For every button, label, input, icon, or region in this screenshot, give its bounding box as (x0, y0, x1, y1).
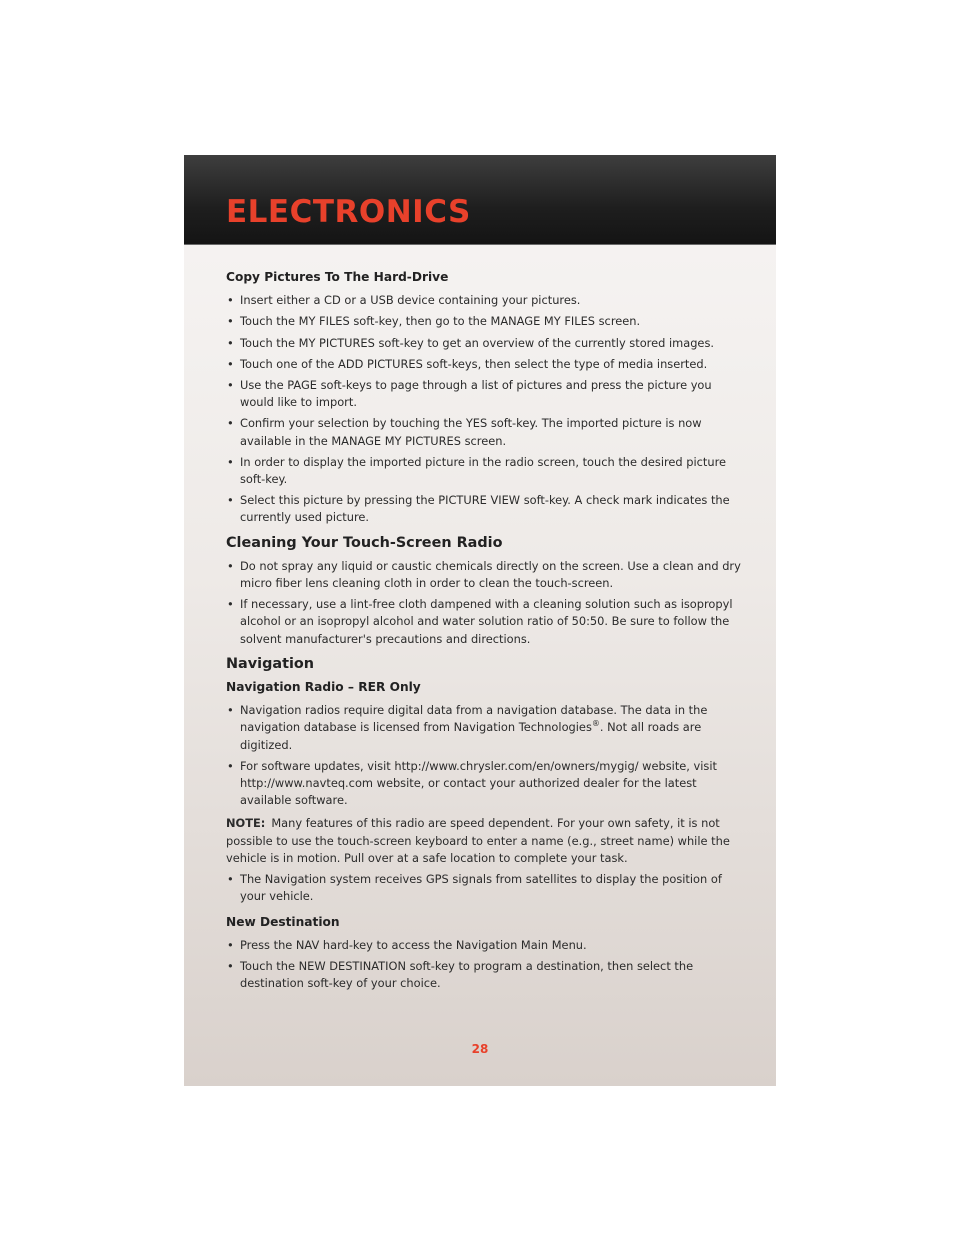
list-item: • The Navigation system receives GPS signals from satellites to display the position of your vehicle. (226, 871, 746, 905)
list-item: • Touch the MY PICTURES soft-key to get an overview of the currently stored images. (226, 335, 746, 352)
list-item: • Press the NAV hard-key to access the Navigation Main Menu. (226, 937, 746, 954)
subheading-navigation-radio: Navigation Radio – RER Only (226, 680, 421, 695)
cleaning-list (226, 558, 746, 648)
note-paragraph (226, 815, 746, 867)
nav-item1-text: Navigation radios require digital data from a navigation database. The data in the navigation database is licensed from Navigation Technologies (240, 703, 708, 735)
registered-mark: ® (591, 719, 600, 729)
section-header (184, 155, 776, 245)
list-item: • Select this picture by pressing the PICTURE VIEW soft-key. A check mark indicates the currently used picture. (226, 492, 746, 526)
heading-navigation: Navigation (226, 655, 315, 672)
navigation-list (226, 702, 746, 809)
list-item: • In order to display the imported picture in the radio screen, touch the desired picture soft-key. (226, 454, 746, 488)
list-item: • Touch one of the ADD PICTURES soft-keys, then select the type of media inserted. (226, 356, 746, 373)
section-title: ELECTRONICS (226, 194, 471, 230)
list-item: • Confirm your selection by touching the YES soft-key. The imported picture is now available in the MANAGE MY PICTURES screen. (226, 415, 746, 449)
heading-cleaning: Cleaning Your Touch-Screen Radio (226, 534, 503, 551)
list-item (226, 702, 746, 754)
page-content (226, 269, 746, 996)
list-item: • Use the PAGE soft-keys to page through a list of pictures and press the picture you would like to import. (226, 377, 746, 411)
list-item: • Touch the MY FILES soft-key, then go to the MANAGE MY FILES screen. (226, 313, 746, 330)
page-number: 28 (471, 1042, 489, 1056)
list-item: • If necessary, use a lint-free cloth dampened with a cleaning solution such as isopropyl alcohol or an isopropyl alcohol and water solution ratio of 50:50. Be sure to follow the solvent manufacturer's precautions and directions. (226, 596, 746, 648)
navigation-list-2 (226, 871, 746, 905)
new-destination-list (226, 937, 746, 993)
list-item: • Do not spray any liquid or caustic chemicals directly on the screen. Use a clean and dry micro fiber lens cleaning cloth in order to clean the touch-screen. (226, 558, 746, 592)
note-label: NOTE: (226, 816, 266, 831)
note-text: Many features of this radio are speed dependent. For your own safety, it is not possible to use the touch-screen keyboard to enter a name (e.g., street name) while the vehicle is in motion. Pull over at a safe location to complete your task. (226, 816, 730, 865)
list-item: • Insert either a CD or a USB device containing your pictures. (226, 292, 746, 309)
manual-page (184, 155, 776, 1086)
heading-copy-pictures: Copy Pictures To The Hard-Drive (226, 270, 449, 284)
heading-new-destination: New Destination (226, 914, 340, 929)
nav-item1-tail: . Not all roads are digitized. (240, 720, 702, 752)
list-item: • For software updates, visit http://www.chrysler.com/en/owners/mygig/ website, visit http://www.navteq.com website, or contact your authorized dealer for the latest available software. (226, 758, 746, 810)
copy-pictures-list (226, 292, 746, 526)
list-item: • Touch the NEW DESTINATION soft-key to program a destination, then select the destination soft-key of your choice. (226, 958, 746, 992)
